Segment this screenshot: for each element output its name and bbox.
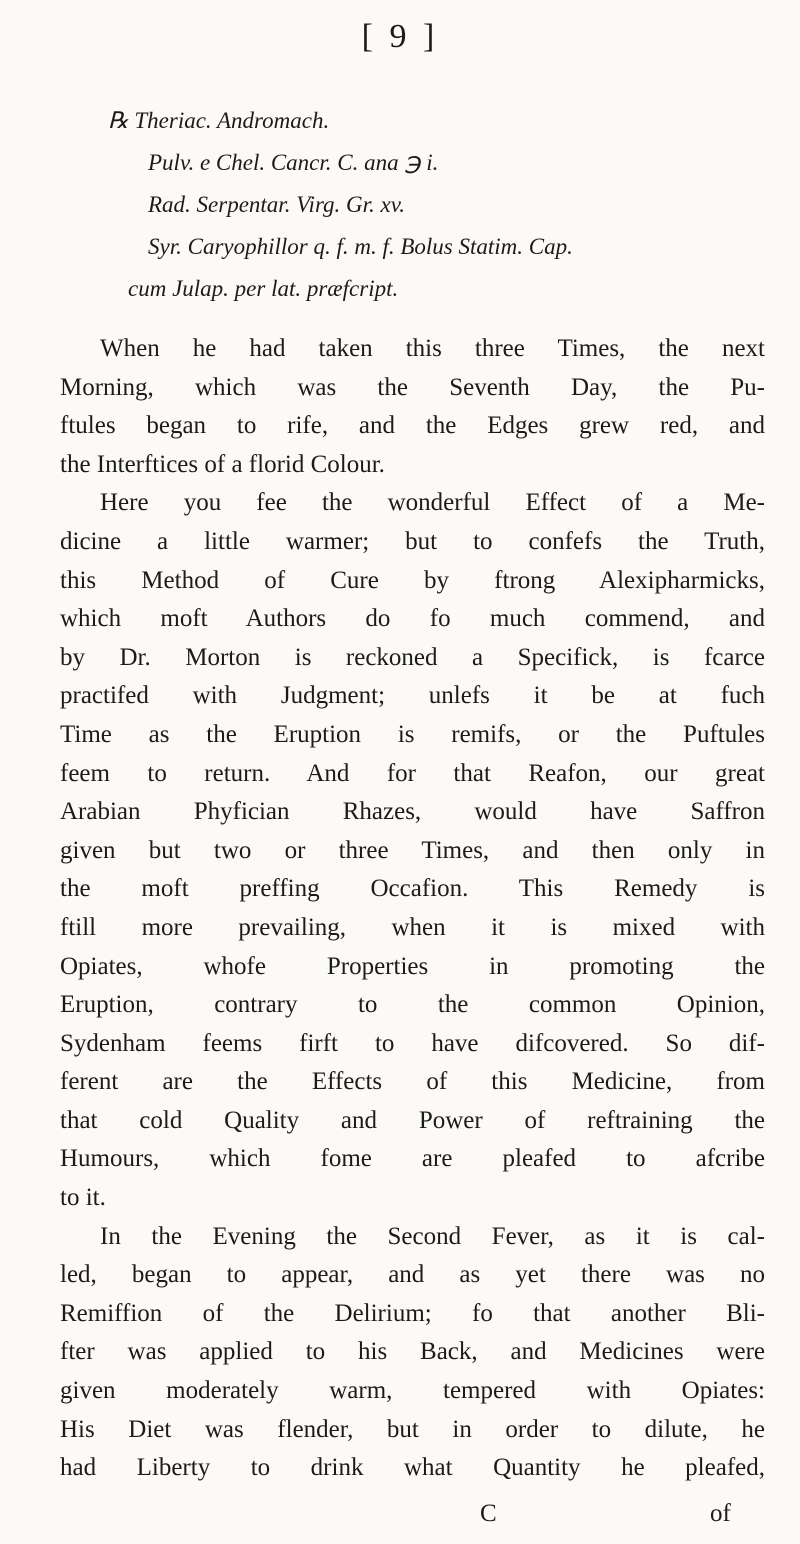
prescription-block — [108, 100, 768, 310]
text-line: practifed with Judgment; unlefs it be at fuch — [60, 682, 765, 710]
text-line: feem to return. And for that Reafon, our great — [60, 759, 765, 787]
text-line: In the Evening the Second Fever, as it is cal- — [100, 1222, 765, 1250]
text-line: ftules began to rife, and the Edges grew red, and — [60, 412, 765, 440]
text-line: Arabian Phyfician Rhazes, would have Saffron — [60, 798, 765, 826]
text-line: Remiffion of the Delirium; fo that another Bli- — [60, 1299, 765, 1327]
prescription-line: Syr. Caryophillor q. f. m. f. Bolus Statim. Cap. — [148, 234, 573, 259]
text-line: had Liberty to drink what Quantity he pleafed, — [60, 1454, 765, 1482]
prescription-line: Rad. Serpentar. Virg. Gr. xv. — [148, 192, 406, 217]
prescription-line: ℞ Theriac. Andromach. — [108, 108, 330, 133]
text-line: ferent are the Effects of this Medicine, from — [60, 1068, 765, 1096]
text-line: Time as the Eruption is remifs, or the Puftules — [60, 720, 765, 748]
text-line: fter was applied to his Back, and Medicines were — [60, 1338, 765, 1366]
text-line: given moderately warm, tempered with Opiates: — [60, 1377, 765, 1405]
page-number: [ 9 ] — [361, 18, 439, 55]
text-line: to it. — [60, 1184, 106, 1212]
text-line: led, began to appear, and as yet there was no — [60, 1261, 765, 1289]
prescription-line: cum Julap. per lat. præfcript. — [128, 276, 399, 301]
text-line: this Method of Cure by ftrong Alexipharmicks, — [60, 566, 765, 594]
text-line: When he had taken this three Times, the next — [100, 335, 765, 362]
signature-mark: C — [480, 1500, 497, 1527]
text-line: by Dr. Morton is reckoned a Specifick, is fcarce — [60, 643, 765, 671]
text-line: which moft Authors do fo much commend, and — [60, 605, 765, 633]
text-line: Here you fee the wonderful Effect of a Me- — [100, 489, 765, 517]
text-line: that cold Quality and Power of reftraining the — [60, 1106, 765, 1134]
text-line: Morning, which was the Seventh Day, the Pu- — [60, 373, 765, 401]
text-line: Eruption, contrary to the common Opinion, — [60, 991, 765, 1019]
catchword: of — [710, 1500, 731, 1527]
text-line: Humours, which fome are pleafed to afcribe — [60, 1145, 765, 1173]
text-line: ftill more prevailing, when it is mixed with — [60, 913, 765, 941]
text-line: Opiates, whofe Properties in promoting the — [60, 952, 765, 980]
text-line: His Diet was flender, but in order to dilute, he — [60, 1415, 765, 1443]
text-line: dicine a little warmer; but to confefs the Truth, — [60, 527, 765, 555]
text-line: the Interftices of a florid Colour. — [60, 450, 385, 478]
text-line: Sydenham feems firft to have difcovered. So dif- — [60, 1029, 765, 1057]
text-line: given but two or three Times, and then only in — [60, 836, 765, 864]
prescription-line: Pulv. e Chel. Cancr. C. ana ℈ i. — [148, 150, 439, 175]
text-line: the moft preffing Occafion. This Remedy is — [60, 875, 765, 903]
body-text — [60, 330, 765, 1488]
